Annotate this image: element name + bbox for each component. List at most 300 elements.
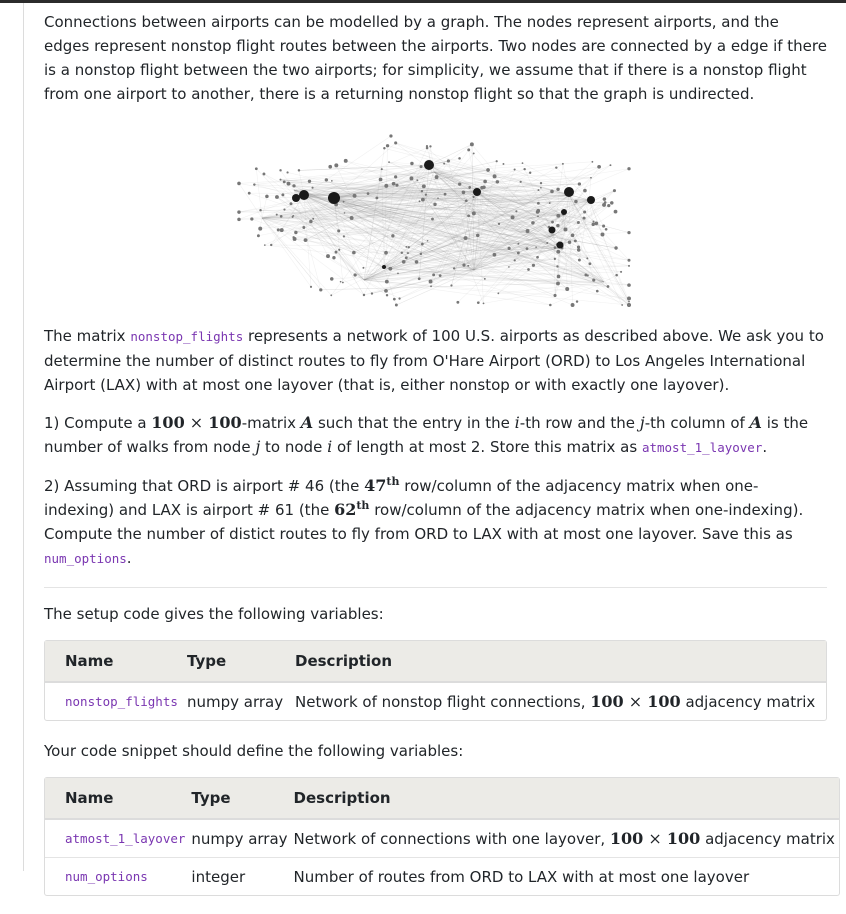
airport-node [609,164,611,166]
airport-node [281,193,284,196]
airport-node [350,216,354,220]
airport-node [590,177,592,179]
airport-node [444,193,447,196]
airport-node [592,223,595,226]
table-row [45,683,826,720]
column-header-name: Name [45,641,185,683]
airport-node [467,265,469,267]
airport-node [586,257,588,259]
airport-node [405,256,408,259]
airport-node [253,183,255,185]
airport-node [526,247,529,250]
airport-node [584,274,587,277]
text: row/column of the adjacency matrix when one-indexing) and LAX is airport # 61 (the [44,477,758,519]
airport-node [497,292,499,294]
airport-node [385,280,389,284]
airport-node [421,198,425,202]
airport-node [520,181,522,183]
airport-node [484,278,486,280]
airport-node [498,223,500,225]
airport-node [627,296,631,300]
airport-node [583,217,586,220]
airport-node [302,226,305,229]
airport-node [627,283,631,287]
airport-node [337,229,340,232]
airport-node [255,167,258,170]
airport-node [614,246,617,249]
text: 1) Compute a [44,414,151,432]
airport-node [536,256,539,259]
airport-node [476,234,480,238]
airport-node [568,241,571,244]
hub-node [382,265,386,269]
airport-node [613,189,616,192]
airport-node [425,194,427,196]
airport-node [279,169,281,171]
airport-node [352,251,356,255]
airport-node [610,201,614,205]
airport-node [621,304,623,306]
airport-node [405,246,407,248]
airport-node [280,179,282,181]
variable-name: nonstop_flights [45,683,185,720]
airport-node [557,275,561,279]
airport-node [381,168,383,170]
airport-node [496,160,498,162]
table-header-row [45,778,839,820]
airport-node [418,277,421,280]
table-header-row [45,641,826,683]
airport-node [596,290,599,293]
airport-node [338,249,340,251]
airport-node [607,204,610,207]
airport-node [453,267,455,269]
math-47: 47 [364,476,386,495]
airport-node [427,240,429,242]
airport-node [263,173,266,176]
code-atmost-1-layover: atmost_1_layover [642,440,762,455]
airport-node [551,221,554,224]
airport-node [283,180,286,183]
text: is the number of walks from node [44,414,808,456]
airport-node [283,209,285,211]
airport-node [371,292,373,294]
airport-node [393,298,396,301]
define-variables-table [44,777,840,896]
airport-node [526,229,530,233]
airport-node [588,262,591,265]
airport-node [529,172,531,174]
hub-node [473,188,481,196]
airport-node [290,202,293,205]
airport-node [426,147,429,150]
column-header-type: Type [189,778,291,820]
math-j: j [255,437,260,456]
airport-node [554,258,556,260]
airport-node [422,184,426,188]
code-nonstop-flights: nonstop_flights [130,329,243,344]
airport-node [549,202,551,204]
airport-node [362,267,364,269]
airport-node [467,214,470,217]
airport-node [517,251,520,254]
airport-node [522,162,524,164]
airport-node [332,256,335,259]
airport-node [517,243,519,245]
airport-node [540,182,542,184]
variable-description: Network of connections with one layover, 100 × 100 adjacency matrix [292,820,839,857]
airport-node [563,228,567,232]
airport-node [257,234,260,237]
text: -th column of [645,414,750,432]
airport-node [353,273,356,276]
airport-node [287,182,291,186]
airport-node [627,231,630,234]
airport-node [344,159,348,163]
airport-node [477,301,480,304]
text: The matrix [44,327,130,345]
airport-node [309,220,313,224]
airport-node [312,218,314,220]
airport-node [384,251,388,255]
airport-node [421,243,424,246]
variable-name: atmost_1_layover [45,820,189,857]
airport-node [292,215,294,217]
variable-name: num_options [45,857,189,895]
airport-node [407,252,409,254]
airport-node [472,196,474,198]
airport-node [447,159,450,162]
superscript: th [356,499,369,512]
airport-node [458,183,461,186]
airport-node [483,180,487,184]
airport-node [571,234,575,238]
airport-node [286,171,288,173]
airport-node [437,197,439,199]
airport-node [571,303,575,307]
airport-node [330,277,334,281]
airport-node [483,302,485,304]
airport-node [416,179,418,181]
airport-node [578,259,581,262]
airport-node [237,218,241,222]
airport-node [435,175,439,179]
airport-node [432,273,435,276]
airport-node [627,167,630,170]
airport-node [565,287,569,291]
airport-node [250,217,253,220]
text: such that the entry in the [313,414,514,432]
math-A: A [301,413,313,432]
airport-node [508,247,511,250]
airport-node [627,303,631,307]
airport-node [430,285,432,287]
text: 2) Assuming that ORD is airport # 46 (the [44,477,364,495]
airport-node [554,246,557,249]
airport-node [620,271,622,273]
airport-node [605,228,608,231]
airport-node [514,259,516,261]
airport-node [556,188,559,191]
airport-node [471,144,473,146]
airport-node [353,194,357,198]
airport-node [389,134,392,137]
variable-description: Number of routes from ORD to LAX with at most one layover [292,857,839,895]
airport-node [603,197,606,200]
table-row [45,820,839,857]
airport-node [304,238,308,242]
airport-node [486,168,490,172]
setup-variables-table [44,640,827,721]
airport-node [556,224,559,227]
airport-node [420,253,422,255]
hub-node [564,187,574,197]
airport-network-graph-image [234,120,634,310]
airport-node [383,147,385,149]
airport-node [343,235,345,237]
airport-node [248,192,251,195]
airport-node [391,234,394,237]
airport-node [388,161,390,163]
table-row [45,857,839,895]
airport-node [277,228,280,231]
airport-node [597,165,601,169]
airport-node [465,199,468,202]
airport-node [408,246,410,248]
airport-node [398,297,400,299]
airport-node [311,187,313,189]
airport-node [388,267,392,271]
math-62: 62 [334,500,356,519]
airport-node [386,144,389,147]
column-header-type: Type [185,641,293,683]
airport-node [343,201,345,203]
airport-node [386,294,388,296]
airport-node [395,184,398,187]
airport-node [593,220,595,222]
airport-node [384,289,388,293]
math-i: i [327,437,332,456]
intro-paragraph: Connections between airports can be modelled by a graph. The nodes represent airports, and the edges represent nonstop flight routes between the airports. Two nodes are connected by a edge if there is a nonstop flight between the two airports; for simplicity, we assume that if there is a nonstop flight from one airport to another, there is a returning nonstop flight so that the graph is undirected. [44,10,827,106]
airport-node [443,163,445,165]
airport-node [604,201,607,204]
airport-node [330,294,332,296]
airport-node [577,245,580,248]
airport-node [259,209,261,211]
airport-node [540,187,542,189]
airport-node [614,210,618,214]
airport-node [420,165,423,168]
text: row/column of the adjacency matrix when one-indexing). Compute the number of distict routes to fly from ORD to LAX with at most one layover. Save this as [44,501,803,543]
airport-node [433,203,436,206]
airport-node [532,264,535,267]
airport-node [536,209,540,213]
airport-node [592,279,595,282]
left-border [23,3,24,871]
airport-node [583,189,587,193]
airport-node [553,294,556,297]
airport-node [627,259,630,262]
airport-node [280,215,283,218]
math-i: i [515,413,520,432]
text: represents a network of 100 U.S. airports as described above. We ask you to determine the number of distinct routes to fly from O'Hare Airport (ORD) to Los Angeles International Airport (LAX) with at most one layover (that is, either nonstop or with exactly one layover). [44,327,824,394]
airport-node [401,252,403,254]
airport-node [402,260,406,264]
divider [44,587,827,588]
setup-heading: The setup code gives the following variables: [44,602,827,626]
airport-node [462,191,466,195]
airport-node [556,250,560,254]
define-heading: Your code snippet should define the following variables: [44,739,827,763]
airport-node [496,180,499,183]
airport-node [319,288,322,291]
airport-node [292,184,295,187]
airport-node [450,284,452,286]
airport-node [298,169,300,171]
airport-node [292,236,294,238]
airport-node [340,281,342,283]
airport-node [294,231,297,234]
airport-node [258,227,262,231]
column-header-name: Name [45,778,189,820]
airport-node [384,184,388,188]
text: -th row and the [520,414,640,432]
airport-node [456,301,459,304]
airport-node [275,195,279,199]
variable-type: integer [189,857,291,895]
code-num-options: num_options [44,551,127,566]
airport-node [237,210,240,213]
airport-node [493,253,497,257]
airport-node [237,182,241,186]
airport-node [264,244,266,246]
airport-node [342,282,344,284]
top-bar [0,0,846,3]
airport-node [577,221,580,224]
airport-node [502,163,504,165]
airport-node [615,274,618,277]
airport-node [480,186,484,190]
airport-node [431,218,434,221]
airport-node [578,182,581,185]
airport-node [429,280,433,284]
column-header-description: Description [292,778,839,820]
airport-node [514,168,516,170]
problem-paragraph [44,324,827,397]
airport-node [607,285,610,288]
math-A: A [750,413,762,432]
hub-node [292,194,300,202]
airport-node [592,161,594,163]
airport-node [576,300,578,302]
airport-node [344,212,346,214]
hub-node [549,227,556,234]
airport-node [265,195,269,199]
hub-node [557,242,564,249]
airport-node [472,211,476,215]
airport-node [379,178,383,182]
airport-node [508,266,510,268]
airport-node [462,264,465,267]
airport-node [439,274,442,277]
airport-node [410,162,413,165]
airport-node [537,202,540,205]
airport-node [276,214,278,216]
superscript: th [386,475,399,488]
airport-node [469,187,471,189]
hub-node [299,190,309,200]
hub-node [561,209,567,215]
text: -matrix [242,414,301,432]
airport-node [556,265,558,267]
airport-node [326,254,330,258]
airport-node [556,282,560,286]
math-j: j [640,413,645,432]
airport-node [574,239,577,242]
airport-node [328,165,332,169]
airport-node [535,246,537,248]
airport-node [410,176,414,180]
airport-node [556,214,560,218]
text: of length at most 2. Store this matrix as [332,438,642,456]
airport-node [473,152,475,154]
variable-type: numpy array [185,683,293,720]
airport-node [602,225,605,228]
airport-node [310,286,312,288]
airport-node [335,251,338,254]
airport-node [280,228,284,232]
airport-node [511,215,515,219]
airport-node [594,222,598,226]
airport-node [531,221,534,224]
hub-node [587,196,595,204]
airport-node [415,260,419,264]
airport-node [394,175,397,178]
airport-node [464,236,468,240]
airport-node [537,215,539,217]
airport-node [549,304,552,307]
airport-node [600,233,604,237]
airport-node [583,210,586,213]
variable-description: Network of nonstop flight connections, 100 × 100 adjacency matrix [293,683,826,720]
airport-node [334,163,338,167]
hub-node [328,192,340,204]
column-header-description: Description [293,641,826,683]
variable-type: numpy array [189,820,291,857]
question-body [44,10,827,914]
airport-node [419,200,421,202]
airport-node [395,304,398,307]
airport-node [546,242,548,244]
hub-node [424,160,434,170]
airport-node [429,145,431,147]
airport-node [331,180,333,182]
airport-node [527,268,530,271]
airport-node [550,190,554,194]
airport-node [325,178,328,181]
airport-node [270,244,272,246]
airport-node [555,166,557,168]
airport-node [628,301,630,303]
question-2: 2) Assuming that ORD is airport # 46 (the 47th row/column of the adjacency matrix when one-indexing) and LAX is airport # 61 (the 62th row/column of the adjacency matrix when one-indexing). Compute the number of distict routes to fly from ORD to LAX with at most one layover. Save this as num_options. [44,474,827,571]
math-100: 100 × 100 [151,413,241,432]
airport-node [515,210,517,212]
airport-node [363,294,365,296]
airport-node [308,180,311,183]
airport-node [574,200,578,204]
text: to node [260,438,327,456]
airport-node [392,182,396,186]
